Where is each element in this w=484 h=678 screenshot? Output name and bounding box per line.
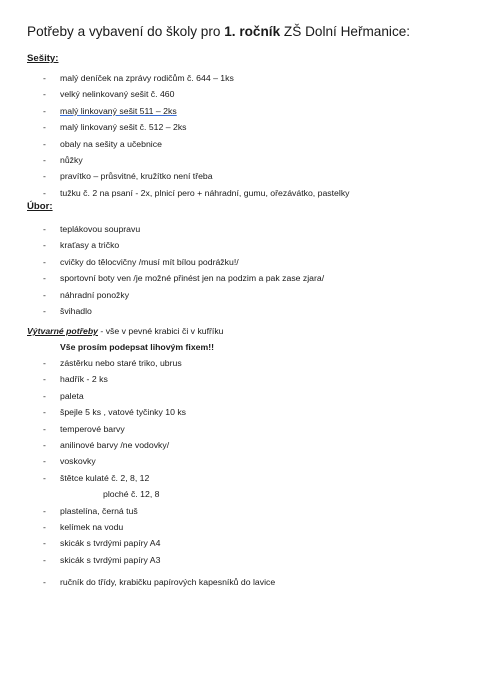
section-heading-vytvarne [27, 326, 224, 336]
vytvarne-note: Vše prosím podepsat lihovým fixem!! [60, 342, 214, 352]
list-dash: - [43, 554, 46, 565]
section-heading-vytvarne-title: Výtvarné potřeby [27, 326, 98, 336]
list-item-text: malý deníček na zprávy rodičům č. 644 – 1ks [60, 73, 234, 83]
list-item-text: velký nelinkovaný sešit č. 460 [60, 89, 175, 100]
list-item-text: tužku č. 2 na psaní - 2x, plnicí pero + náhradní, gumu, ořezávátko, pastelky [60, 187, 350, 198]
list-dash: - [43, 154, 46, 165]
list-item-text: ploché č. 12, 8 [103, 489, 160, 500]
section-heading-sesity: Sešity: [27, 53, 59, 64]
list-dash: - [43, 407, 46, 418]
list-item-text: anilinové barvy /ne vodovky/ [60, 439, 170, 450]
section-heading-ubor: Úbor: [27, 201, 53, 212]
list-dash: - [43, 374, 46, 385]
list-dash: - [43, 505, 46, 516]
list-dash: - [43, 538, 46, 549]
list-item-text: hadřík - 2 ks [60, 374, 108, 385]
list-dash: - [43, 105, 46, 116]
list-item-text: nůžky [60, 154, 83, 165]
list-dash: - [43, 171, 46, 182]
list-item-text: štětce kulaté č. 2, 8, 12 [60, 472, 150, 483]
list-item-text: paleta [60, 390, 84, 401]
list-item-text: zástěrku nebo staré triko, ubrus [60, 358, 182, 368]
list-dash: - [43, 289, 46, 300]
page-title [27, 23, 410, 41]
list-item-text: temperové barvy [60, 423, 125, 434]
list-item-text: náhradní ponožky [60, 289, 130, 300]
list-item-text: kelímek na vodu [60, 521, 124, 532]
list-item-text: skicák s tvrdými papíry A3 [60, 554, 161, 565]
list-dash: - [43, 439, 46, 450]
list-item-text: malý linkovaný sešit č. 512 – 2ks [60, 122, 187, 133]
list-item-text: pravítko – průsvitné, kružítko není třeba [60, 171, 213, 182]
list-dash: - [43, 122, 46, 133]
list-item-text: špejle 5 ks , vatové tyčinky 10 ks [60, 407, 187, 418]
list-item-text: kraťasy a tričko [60, 240, 120, 251]
list-item-text: obaly na sešity a učebnice [60, 138, 162, 149]
list-dash: - [43, 577, 46, 587]
list-dash: - [43, 456, 46, 467]
list-dash: - [43, 224, 46, 234]
list-item-text: švihadlo [60, 305, 92, 316]
title-suffix: ZŠ Dolní Heřmanice: [280, 24, 411, 39]
list-dash: - [43, 472, 46, 483]
title-grade: 1. ročník [224, 24, 281, 39]
list-dash: - [43, 423, 46, 434]
section-heading-vytvarne-rest: - vše v pevné krabici či v kufříku [97, 326, 224, 336]
list-item-text: voskovky [60, 456, 96, 467]
list-item-text: skicák s tvrdými papíry A4 [60, 538, 161, 549]
list-dash: - [43, 89, 46, 100]
list-dash: - [43, 521, 46, 532]
list-dash: - [43, 240, 46, 251]
list-dash: - [43, 187, 46, 198]
title-prefix: Potřeby a vybavení do školy pro [27, 24, 225, 39]
list-item-text: ručník do třídy, krabičku papírových kapesníků do lavice [60, 577, 276, 587]
list-dash: - [43, 73, 46, 83]
list-item-text: teplákovou soupravu [60, 224, 141, 234]
list-item-text: sportovní boty ven /je možné přinést jen na podzim a pak zase zjara/ [60, 273, 325, 284]
list-item-text: malý linkovaný sešit 511 – 2ks [60, 105, 177, 116]
list-dash: - [43, 358, 46, 368]
list-item-text: cvičky do tělocvičny /musí mít bílou podrážku!/ [60, 256, 239, 267]
list-dash: - [43, 390, 46, 401]
list-dash: - [43, 138, 46, 149]
list-dash: - [43, 256, 46, 267]
list-item-text: plastelína, černá tuš [60, 505, 138, 516]
list-dash: - [43, 273, 46, 284]
list-dash: - [43, 305, 46, 316]
